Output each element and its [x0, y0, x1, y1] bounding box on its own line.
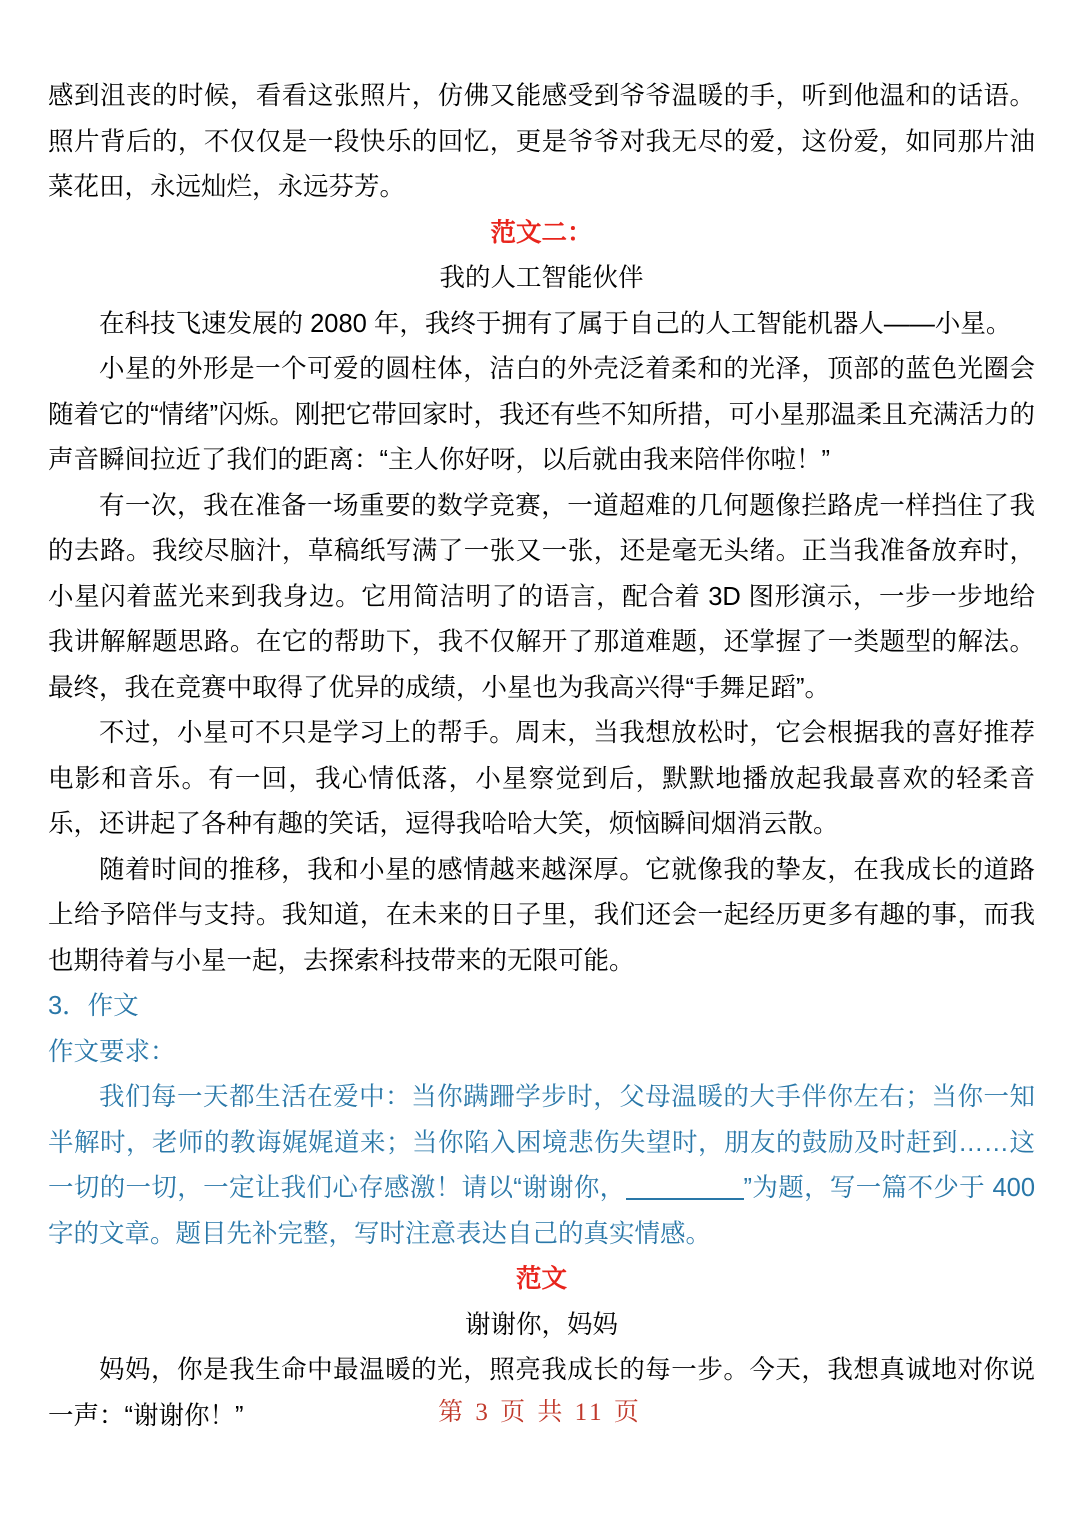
footer-total-pages: 11: [574, 1399, 605, 1426]
continued-paragraph: 感到沮丧的时候，看看这张照片，仿佛又能感受到爷爷温暖的手，听到他温和的话语。照片背后的，不仅仅是一段快乐的回忆，更是爷爷对我无尽的爱，这份爱，如同那片油菜花田，永远灿烂，永远芬芳。: [48, 82, 1035, 201]
fill-in-blank-line: [626, 1198, 744, 1200]
document-body: [48, 74, 1035, 1439]
sample-two-paragraph-2: 小星的外形是一个可爱的圆柱体，洁白的外壳泛着柔和的光泽，顶部的蓝色光圈会随着它的“情绪”闪烁。刚把它带回家时，我还有些不知所措，可小星那温柔且充满活力的声音瞬间拉近了我们的距离：“主人你好呀，以后就由我来陪伴你啦！”: [48, 355, 1035, 474]
requirement-text: [48, 1075, 1035, 1257]
sample-title: 谢谢你，妈妈: [464, 1310, 618, 1339]
sample-two-paragraph-5: 随着时间的推移，我和小星的感情越来越深厚。它就像我的挚友，在我成长的道路上给予陪伴与支持。我知道，在未来的日子里，我们还会一起经历更多有趣的事，而我也期待着与小星一起，去探索科技带来的无限可能。: [48, 855, 1035, 975]
sample-two-title: 我的人工智能伙伴: [439, 264, 644, 292]
sample-two-paragraph-3: 有一次，我在准备一场重要的数学竞赛，一道超难的几何题像拦路虎一样挡住了我的去路。我绞尽脑汁，草稿纸写满了一张又一张，还是毫无头绪。正当我准备放弃时，小星闪着蓝光来到我身边。它用简洁明了的语言，配合着 3D 图形演示，一步一步地给我讲解解题思路。在它的帮助下，我不仅解开了那道难题，还掌握了一类题型的解法。最终，我在竞赛中取得了优异的成绩，小星也为我高兴得“手舞足蹈”。: [48, 491, 1035, 702]
requirement-text-part1: 我们每一天都生活在爱中：当你蹒跚学步时，父母温暖的大手伴你左右；当你一知半解时，老师的教诲娓娓道来；当你陷入困境悲伤失望时，朋友的鼓励及时赶到……这一切的一切，一定让我们心存感激！请以“谢谢你，: [48, 1083, 1035, 1202]
sample-heading: 范文: [515, 1265, 567, 1293]
footer-middle: 页 共: [500, 1399, 566, 1426]
footer-suffix: 页: [613, 1399, 642, 1426]
sample-two-heading: 范文二：: [490, 218, 593, 247]
sample-two-paragraph-4: 不过，小星可不只是学习上的帮手。周末，当我想放松时，它会根据我的喜好推荐电影和音乐。有一回，我心情低落，小星察觉到后，默默地播放起我最喜欢的轻柔音乐，还讲起了各种有趣的笑话，逗得我哈哈大笑，烦恼瞬间烟消云散。: [48, 719, 1035, 838]
sample-paragraph: 妈妈，你是我生命中最温暖的光，照亮我成长的每一步。今天，我想真诚地对你说一声：“谢谢你！”: [48, 1356, 1035, 1430]
page-footer: [0, 1392, 1080, 1428]
requirement-label: 作文要求：: [48, 1037, 176, 1066]
section-number-title: 3．作文: [48, 992, 139, 1020]
footer-current-page: 3: [475, 1399, 491, 1426]
requirement-text-part2: ”为题，写一篇不少于 400 字的文章。题目先补完整，写时注意表达自己的真实情感。: [48, 1174, 1035, 1248]
footer-prefix: 第: [438, 1399, 467, 1426]
sample-two-paragraph-1: 在科技飞速发展的 2080 年，我终于拥有了属于自己的人工智能机器人——小星。: [99, 309, 1012, 338]
